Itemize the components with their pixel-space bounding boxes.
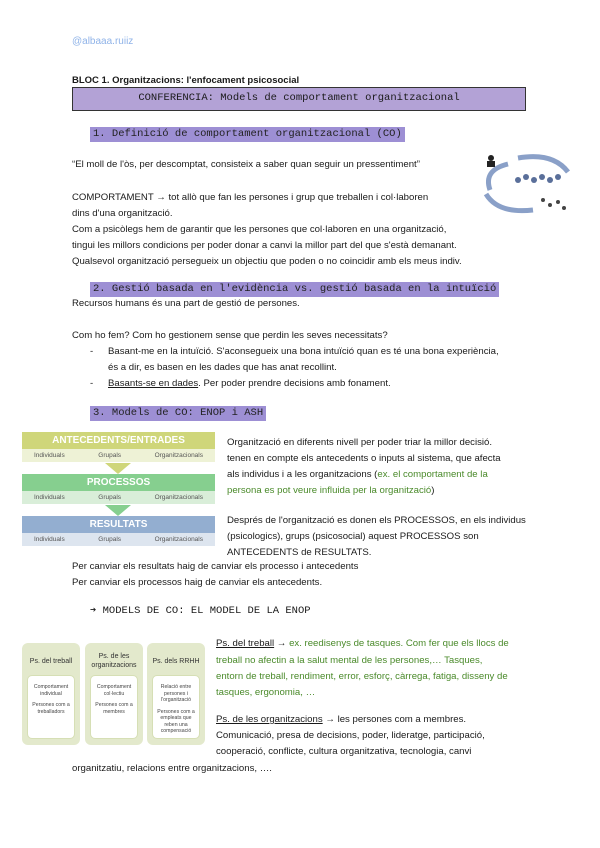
section1-heading: 1. Definició de comportament organitzacional (CO) [90, 127, 405, 142]
bullet-rest: . Per poder prendre decisions amb fonament. [198, 378, 391, 389]
text-line: dins d'una organització. [72, 208, 173, 219]
section3-heading: 3. Models de CO: ENOP i ASH [90, 406, 266, 421]
conference-title: CONFERENCIA: Models de comportament organitzacional [72, 87, 526, 111]
stage-antecedents: ANTECEDENTS/ENTRADES [22, 432, 215, 449]
text-line: Recursos humans és una part de gestió de persones. [72, 298, 300, 309]
bullet-dash: - [90, 346, 94, 357]
text-line: cooperació, conflicte, cultura organitzativa, tecnologia, canvi [216, 746, 472, 757]
level: Organitzacionals [154, 494, 203, 501]
level: Organitzacionals [154, 452, 203, 459]
example-text: persona es pot veure influida per la organització [227, 485, 432, 496]
quote: “El moll de l'òs, per descomptat, consisteix a saber quan seguir un pressentiment” [72, 159, 420, 170]
down-arrow-icon [105, 463, 131, 474]
bullet-text: Basant-me en la intuïció. S'aconsegueix una bona intuïció quan es té una bona experiència, [108, 346, 499, 357]
text-line [227, 485, 434, 497]
level: Grupals [98, 536, 122, 543]
question: Com ho fem? Com ho gestionem sense que perdin les seves necessitats? [72, 330, 388, 341]
text-line: Després de l'organització es donen els PROCESSOS, en els individus [227, 515, 526, 526]
author-handle: @albaaa.ruiiz [72, 36, 134, 47]
text-line: Com a psicòlegs hem de garantir que les persones que col·laboren en una organització, [72, 224, 447, 235]
card-text: Comportament individual [33, 684, 69, 697]
text-line: organitzatiu, relacions entre organitzacions, …. [72, 763, 272, 774]
enop-card [147, 643, 205, 745]
bullet-text [108, 378, 391, 390]
levels-row [22, 491, 215, 504]
enop-card [85, 643, 143, 745]
text: ) [431, 485, 435, 496]
text-line: ANTECEDENTS de RESULTATS. [227, 547, 372, 558]
text-line: (psicologics), grups (psicosocial) aquest PROCESSOS son [227, 531, 479, 542]
example-text: tasques, ergonomia, … [216, 687, 316, 698]
card-text: Persones com a treballadors [32, 702, 70, 715]
bullet-text: és a dir, es basen en les dades que has anat recollint. [108, 362, 337, 373]
example-text: ex. reedisenys de tasques. Com fer que els llocs de [289, 638, 509, 649]
level: Grupals [98, 452, 122, 459]
enop-heading: ➔ MODELS DE CO: EL MODEL DE LA ENOP [90, 605, 311, 617]
enop-card [22, 643, 80, 745]
example-text: ex. el comportament de la [377, 469, 488, 480]
text-line [216, 638, 509, 650]
underlined-term: Ps. del treball [216, 638, 275, 649]
text-line: Qualsevol organització persegueix un objectiu que poden o no coincidir amb els meus indiv. [72, 256, 462, 267]
text-line: tingui les millors condicions per poder donar a canvi la millor part del que s'està demanant. [72, 240, 457, 251]
text-line [227, 469, 488, 481]
down-arrow-icon [105, 505, 131, 516]
example-text: treball no afectin a la salut mental de les persones,… Tasques, [216, 655, 483, 666]
text-line: COMPORTAMENT → tot allò que fan les persones i grup que treballen i col·laboren [72, 192, 429, 203]
bloc-title: BLOC 1. Organitzacions: l'enfocament psicosocial [72, 75, 300, 86]
example-text: entorn de treball, rendiment, error, esforç, càrrega, fatiga, disseny de [216, 671, 508, 682]
arrow: → [274, 638, 290, 649]
section2-heading: 2. Gestió basada en l'evidència vs. gestió basada en la intuïció [90, 282, 499, 297]
text-line: Per canviar els processos haig de canviar els antecedents. [72, 577, 323, 588]
text: → les persones com a membres. [322, 714, 467, 725]
card-title: Ps. dels RRHH [152, 657, 200, 665]
level: Organitzacionals [154, 536, 203, 543]
bullet-dash: - [90, 378, 94, 389]
level: Individuals [34, 494, 65, 501]
underlined-term: Ps. de les organitzacions [216, 714, 323, 725]
level: Grupals [98, 494, 122, 501]
card-title: Ps. de les organitzacions [91, 653, 137, 669]
level: Individuals [34, 452, 65, 459]
text-line: Comunicació, presa de decisions, poder, lideratge, participació, [216, 730, 485, 741]
stage-resultats: RESULTATS [22, 516, 215, 533]
text-line [216, 714, 466, 726]
organization-people-illustration [478, 150, 573, 218]
text-line: Organització en diferents nivell per poder triar la millor decisió. [227, 437, 493, 448]
card-text: Relació entre persones i l'organització [160, 684, 192, 703]
text-line: Per canviar els resultats haig de canviar els processo i antecedents [72, 561, 359, 572]
text-line: tenen en compte els antecedents o inputs al sistema, que afecta [227, 453, 501, 464]
card-text: Persones com a membres [95, 702, 133, 715]
text: als individus i a les organitzacions ( [227, 469, 378, 480]
card-text: Persones com a empleats que reben una compensació [157, 708, 195, 734]
card-title: Ps. del treball [29, 657, 73, 665]
card-text: Comportament col·lectiu [96, 684, 132, 697]
stage-processos: PROCESSOS [22, 474, 215, 491]
level: Individuals [34, 536, 65, 543]
underlined-term: Basants-se en dades [108, 378, 199, 389]
levels-row [22, 533, 215, 546]
levels-row [22, 449, 215, 462]
